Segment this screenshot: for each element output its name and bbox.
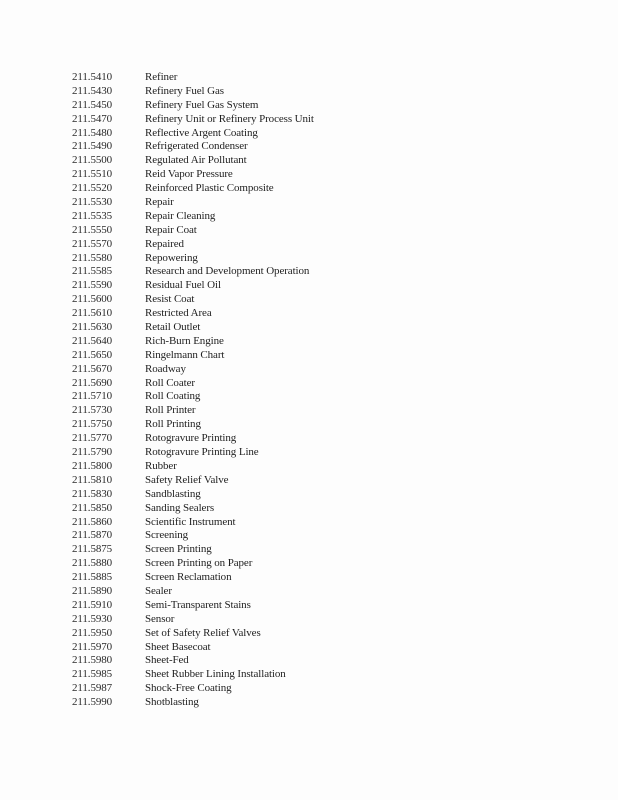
defined-term: Repowering	[145, 251, 198, 264]
section-number: 211.5950	[72, 626, 113, 639]
section-number: 211.5600	[72, 293, 113, 306]
section-number: 211.5910	[72, 598, 113, 611]
section-number: 211.5520	[72, 182, 113, 195]
defined-term: Shock-Free Coating	[145, 682, 232, 695]
defined-term: Resist Coat	[145, 293, 195, 306]
definition-row	[72, 99, 592, 113]
definition-row	[72, 307, 592, 321]
section-number: 211.5630	[72, 321, 113, 334]
definition-row	[72, 210, 592, 224]
defined-term: Roll Printer	[145, 404, 196, 417]
defined-term: Repair Cleaning	[145, 209, 216, 222]
section-number: 211.5770	[72, 432, 113, 445]
section-number: 211.5930	[72, 612, 113, 625]
section-number: 211.5430	[72, 84, 113, 97]
section-number: 211.5480	[72, 126, 113, 139]
definition-row	[72, 71, 592, 85]
definition-row	[72, 238, 592, 252]
definition-row	[72, 516, 592, 530]
defined-term: Semi-Transparent Stains	[145, 598, 251, 611]
definition-row	[72, 627, 592, 641]
defined-term: Repaired	[145, 237, 184, 250]
definition-row	[72, 432, 592, 446]
definition-row	[72, 668, 592, 682]
definition-row	[72, 349, 592, 363]
defined-term: Residual Fuel Oil	[145, 279, 221, 292]
defined-term: Refinery Unit or Refinery Process Unit	[145, 112, 314, 125]
definition-row	[72, 446, 592, 460]
section-number: 211.5570	[72, 237, 113, 250]
defined-term: Screen Reclamation	[145, 571, 232, 584]
section-number: 211.5985	[72, 668, 113, 681]
section-number: 211.5850	[72, 501, 113, 514]
definition-row	[72, 279, 592, 293]
section-number: 211.5640	[72, 334, 113, 347]
defined-term: Safety Relief Valve	[145, 473, 229, 486]
definition-row	[72, 390, 592, 404]
definition-row	[72, 474, 592, 488]
defined-term: Refrigerated Condenser	[145, 140, 248, 153]
defined-term: Restricted Area	[145, 307, 212, 320]
section-number: 211.5810	[72, 473, 113, 486]
defined-term: Screen Printing	[145, 543, 212, 556]
section-number: 211.5470	[72, 112, 113, 125]
definition-row	[72, 154, 592, 168]
section-number: 211.5610	[72, 307, 113, 320]
defined-term: Regulated Air Pollutant	[145, 154, 247, 167]
section-number: 211.5730	[72, 404, 113, 417]
definition-row	[72, 502, 592, 516]
definition-row	[72, 252, 592, 266]
definition-row	[72, 557, 592, 571]
section-number: 211.5980	[72, 654, 113, 667]
defined-term: Sheet-Fed	[145, 654, 189, 667]
definition-row	[72, 418, 592, 432]
section-number: 211.5790	[72, 446, 113, 459]
section-number: 211.5650	[72, 348, 113, 361]
defined-term: Set of Safety Relief Valves	[145, 626, 261, 639]
definitions-list	[72, 71, 592, 710]
section-number: 211.5690	[72, 376, 113, 389]
section-number: 211.5870	[72, 529, 113, 542]
definition-row	[72, 113, 592, 127]
defined-term: Sheet Basecoat	[145, 640, 211, 653]
section-number: 211.5535	[72, 209, 113, 222]
section-number: 211.5530	[72, 196, 113, 209]
section-number: 211.5970	[72, 640, 113, 653]
section-number: 211.5987	[72, 682, 113, 695]
defined-term: Retail Outlet	[145, 321, 201, 334]
defined-term: Ringelmann Chart	[145, 348, 225, 361]
section-number: 211.5550	[72, 223, 113, 236]
definition-row	[72, 363, 592, 377]
section-number: 211.5510	[72, 168, 113, 181]
defined-term: Sanding Sealers	[145, 501, 215, 514]
section-number: 211.5885	[72, 571, 113, 584]
defined-term: Reflective Argent Coating	[145, 126, 258, 139]
defined-term: Reinforced Plastic Composite	[145, 182, 274, 195]
section-number: 211.5750	[72, 418, 113, 431]
defined-term: Repair	[145, 196, 174, 209]
section-number: 211.5585	[72, 265, 113, 278]
definition-row	[72, 543, 592, 557]
section-number: 211.5670	[72, 362, 113, 375]
definition-row	[72, 404, 592, 418]
section-number: 211.5490	[72, 140, 113, 153]
definition-row	[72, 321, 592, 335]
section-number: 211.5830	[72, 487, 113, 500]
defined-term: Refinery Fuel Gas System	[145, 98, 259, 111]
section-number: 211.5590	[72, 279, 113, 292]
defined-term: Rotogravure Printing	[145, 432, 237, 445]
defined-term: Reid Vapor Pressure	[145, 168, 233, 181]
defined-term: Roadway	[145, 362, 186, 375]
section-number: 211.5580	[72, 251, 113, 264]
defined-term: Refinery Fuel Gas	[145, 84, 224, 97]
defined-term: Rotogravure Printing Line	[145, 446, 259, 459]
defined-term: Roll Coating	[145, 390, 201, 403]
section-number: 211.5990	[72, 696, 113, 709]
section-number: 211.5500	[72, 154, 113, 167]
defined-term: Rubber	[145, 459, 177, 472]
definition-row	[72, 140, 592, 154]
definition-row	[72, 682, 592, 696]
defined-term: Research and Development Operation	[145, 265, 310, 278]
defined-term: Scientific Instrument	[145, 515, 236, 528]
definition-row	[72, 127, 592, 141]
definition-row	[72, 571, 592, 585]
definition-row	[72, 265, 592, 279]
definition-row	[72, 641, 592, 655]
defined-term: Sealer	[145, 584, 172, 597]
definition-row	[72, 696, 592, 710]
definition-row	[72, 335, 592, 349]
defined-term: Screening	[145, 529, 189, 542]
section-number: 211.5875	[72, 543, 113, 556]
definition-row	[72, 196, 592, 210]
definition-row	[72, 613, 592, 627]
definition-row	[72, 293, 592, 307]
defined-term: Sandblasting	[145, 487, 201, 500]
definition-row	[72, 460, 592, 474]
defined-term: Sheet Rubber Lining Installation	[145, 668, 286, 681]
defined-term: Sensor	[145, 612, 175, 625]
defined-term: Shotblasting	[145, 696, 199, 709]
section-number: 211.5410	[72, 71, 113, 83]
defined-term: Roll Printing	[145, 418, 201, 431]
section-number: 211.5800	[72, 459, 113, 472]
section-number: 211.5450	[72, 98, 113, 111]
definition-row	[72, 488, 592, 502]
section-number: 211.5880	[72, 557, 113, 570]
definition-row	[72, 529, 592, 543]
defined-term: Repair Coat	[145, 223, 197, 236]
defined-term: Refiner	[145, 71, 178, 83]
definition-row	[72, 182, 592, 196]
definition-row	[72, 377, 592, 391]
defined-term: Roll Coater	[145, 376, 195, 389]
defined-term: Rich-Burn Engine	[145, 334, 224, 347]
definition-row	[72, 224, 592, 238]
definition-row	[72, 168, 592, 182]
definition-row	[72, 85, 592, 99]
definition-row	[72, 654, 592, 668]
section-number: 211.5710	[72, 390, 113, 403]
definition-row	[72, 585, 592, 599]
definition-row	[72, 599, 592, 613]
section-number: 211.5890	[72, 584, 113, 597]
defined-term: Screen Printing on Paper	[145, 557, 253, 570]
section-number: 211.5860	[72, 515, 113, 528]
